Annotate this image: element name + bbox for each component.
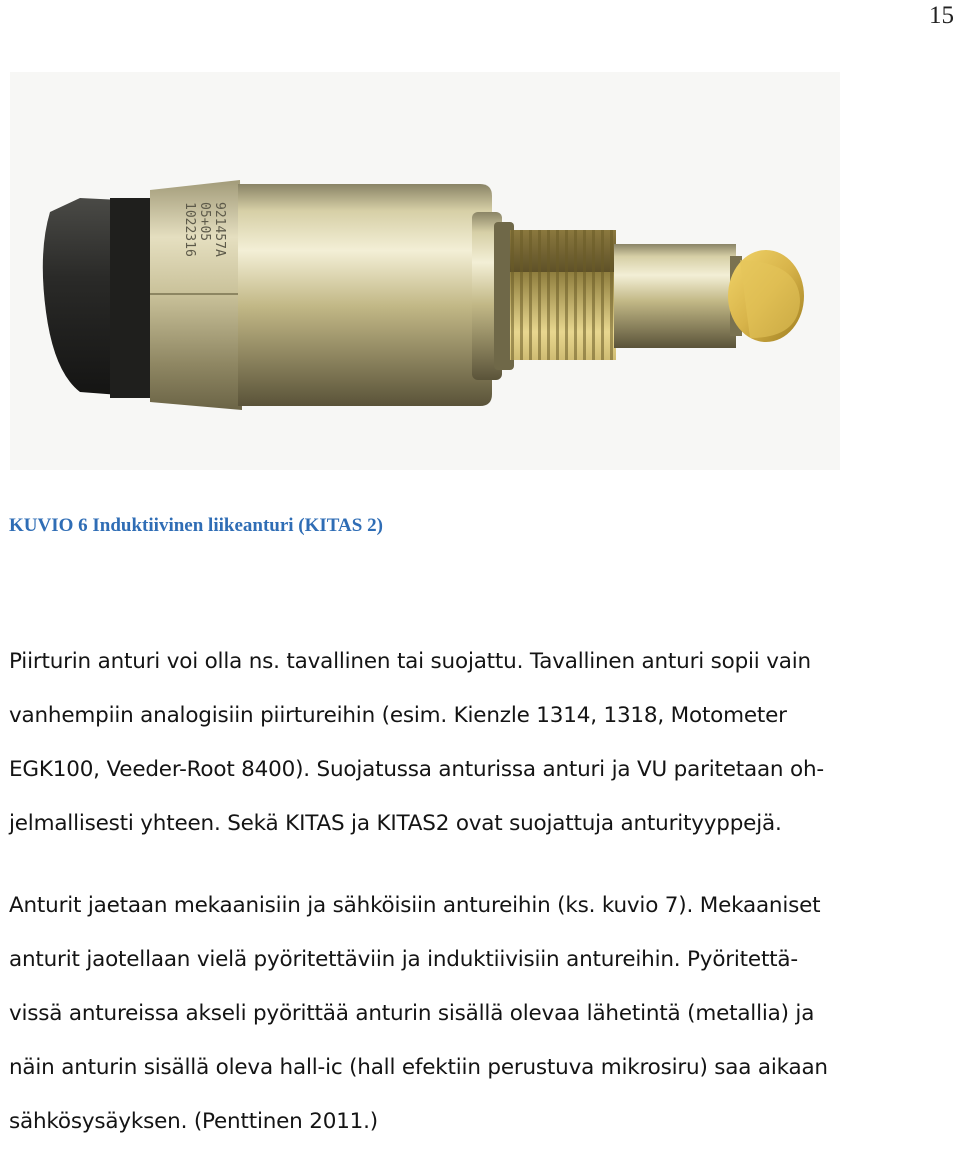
paragraph-line: sähkösysäyksen. (Penttinen 2011.) xyxy=(9,1109,378,1134)
paragraph-line: EGK100, Veeder-Root 8400). Suojatussa anturissa anturi ja VU paritetaan oh- xyxy=(9,757,824,782)
paragraph-line: vanhempiin analogisiin piirtureihin (esim. Kienzle 1314, 1318, Motometer xyxy=(9,703,787,728)
paragraph-line: jelmallisesti yhteen. Sekä KITAS ja KITAS2 ovat suojattuja anturityyppejä. xyxy=(9,811,782,836)
engraving-line-3: 921457A xyxy=(212,202,227,257)
paragraph-line: Anturit jaetaan mekaanisiin ja sähköisiin antureihin (ks. kuvio 7). Mekaaniset xyxy=(9,893,821,918)
engraving-line-1: 1022316 xyxy=(182,202,197,257)
sensor-photo xyxy=(10,72,840,470)
paragraph-1 xyxy=(9,635,954,851)
paragraph-line: anturit jaotellaan vielä pyöritettäviin ja induktiivisiin antureihin. Pyöritettä- xyxy=(9,947,798,972)
paragraph-2 xyxy=(9,879,954,1149)
figure-caption: KUVIO 6 Induktiivinen liikeanturi (KITAS 2) xyxy=(9,515,383,536)
paragraph-line: Piirturin anturi voi olla ns. tavallinen tai suojattu. Tavallinen anturi sopii vain xyxy=(9,649,811,674)
engraving-line-2: 05+05 xyxy=(197,202,212,242)
paragraph-line: näin anturin sisällä oleva hall-ic (hall efektiin perustuva mikrosiru) saa aikaan xyxy=(9,1055,828,1080)
paragraph-line: vissä antureissa akseli pyörittää anturin sisällä olevaa lähetintä (metallia) ja xyxy=(9,1001,815,1026)
page-number: 15 xyxy=(929,2,954,29)
